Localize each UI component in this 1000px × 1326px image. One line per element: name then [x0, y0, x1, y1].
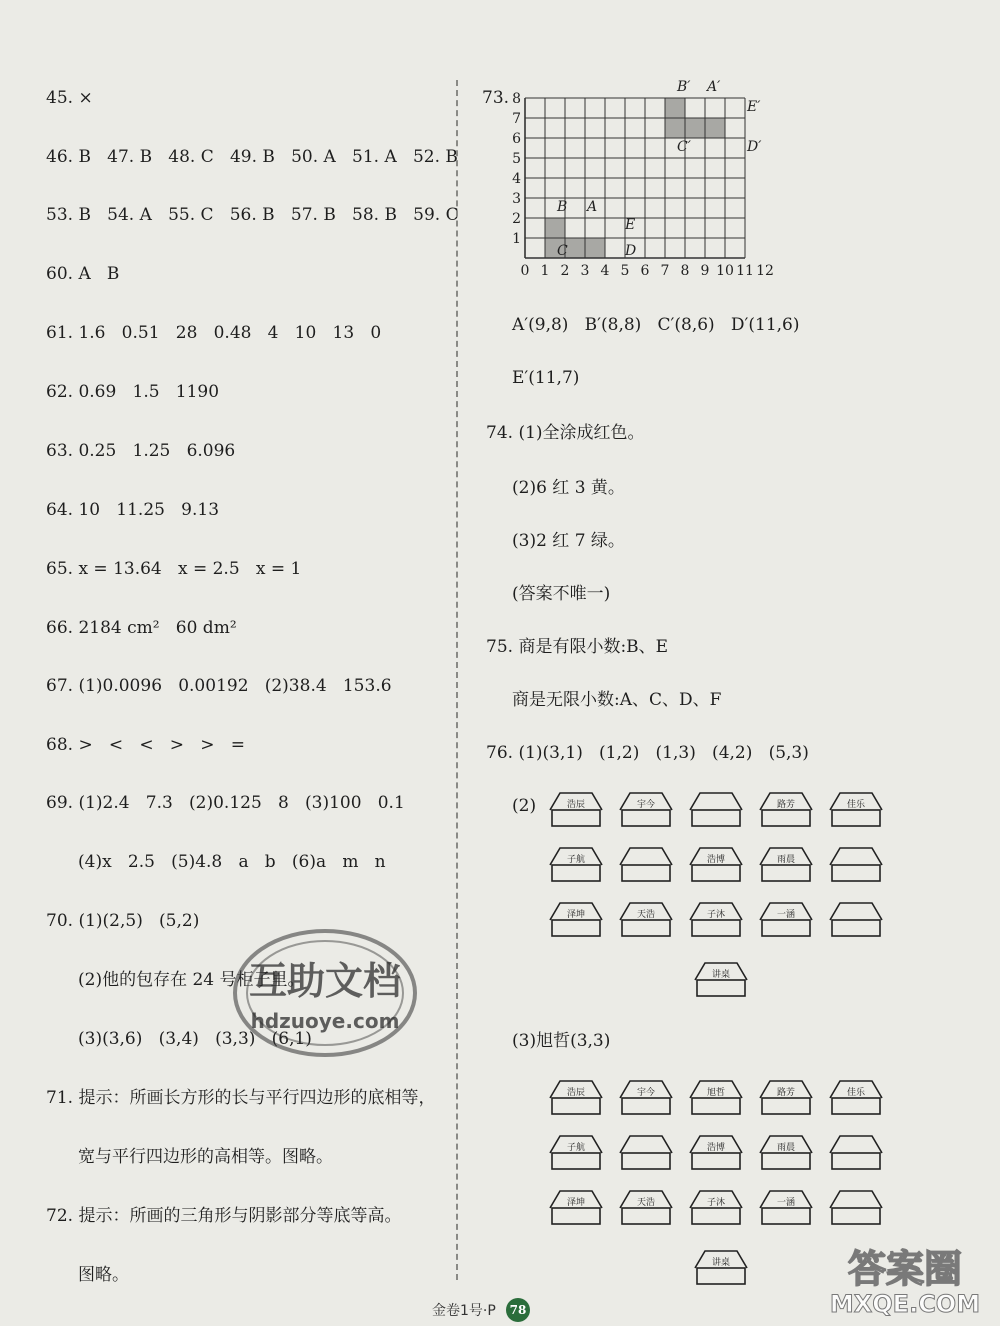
- seat-name: 浩辰: [566, 800, 585, 810]
- seat-name: 浩博: [706, 855, 725, 865]
- right-answer-line: 76. (1)(3,1) (1,2) (1,3) (4,2) (5,3): [486, 743, 809, 763]
- seat: [548, 790, 604, 828]
- seat: [758, 1133, 814, 1171]
- left-answer-line: 46. B 47. B 48. C 49. B 50. A 51. A 52. B: [46, 147, 458, 167]
- x-tick-label: 11: [736, 263, 754, 279]
- seat-name: 天浩: [636, 910, 655, 920]
- left-answer-line: 45. ×: [46, 88, 93, 108]
- shaded-cell: [665, 118, 685, 138]
- left-answer-line: 61. 1.6 0.51 28 0.48 4 10 13 0: [46, 323, 382, 343]
- teacher-desk: [693, 1248, 749, 1286]
- left-answer-line: (2)他的包存在 24 号柜子里。: [78, 970, 305, 990]
- point-label: B′: [677, 79, 691, 95]
- right-answer-line: 商是无限小数:A、C、D、F: [512, 690, 722, 710]
- right-answer-line: (3)2 红 7 绿。: [512, 531, 625, 551]
- seat-name: 泽坤: [566, 910, 585, 920]
- watermark-url: hdzuoye.com: [250, 1009, 400, 1033]
- x-tick-label: 9: [700, 263, 710, 279]
- seat: [828, 845, 884, 883]
- corner-watermark-url: MXQE.COM: [829, 1290, 981, 1318]
- seat: [618, 845, 674, 883]
- right-answer-line: A′(9,8) B′(8,8) C′(8,6) D′(11,6): [512, 315, 800, 335]
- shaded-cell: [705, 118, 725, 138]
- seat-name: 路芳: [776, 1088, 795, 1098]
- shaded-cell: [685, 118, 705, 138]
- left-answer-line: 64. 10 11.25 9.13: [46, 500, 220, 520]
- point-label: C′: [677, 139, 691, 155]
- right-answer-line: (答案不唯一): [512, 584, 611, 604]
- seat-name: 佳乐: [846, 1088, 865, 1098]
- seat: [548, 1078, 604, 1116]
- seat-name: 宇今: [636, 800, 655, 810]
- seat: [618, 1133, 674, 1171]
- point-label: E′: [747, 99, 761, 115]
- left-answer-line: (3)(3,6) (3,4) (3,3) (6,1): [78, 1029, 312, 1049]
- seat-name: 雨晨: [776, 1143, 795, 1153]
- y-tick-label: 1: [512, 231, 521, 247]
- seat: [688, 790, 744, 828]
- corner-watermark-text: 答案圈: [847, 1247, 963, 1291]
- seat: [548, 1133, 604, 1171]
- seat: [548, 845, 604, 883]
- seat: [548, 900, 604, 938]
- seat-name: 浩辰: [566, 1088, 585, 1098]
- x-tick-label: 5: [620, 263, 630, 279]
- point-label: A: [587, 199, 598, 215]
- right-answer-line: 74. (1)全涂成红色。: [486, 423, 645, 443]
- seat-name: 天浩: [636, 1198, 655, 1208]
- seat: [828, 900, 884, 938]
- right-answer-line: (2)6 红 3 黄。: [512, 478, 625, 498]
- x-tick-label: 4: [600, 263, 610, 279]
- seat: [758, 1078, 814, 1116]
- right-answer-line: (3)旭哲(3,3): [512, 1031, 611, 1051]
- seat: [548, 1188, 604, 1226]
- watermark-stamp: [225, 918, 425, 1068]
- left-answer-line: 68. > < < > > =: [46, 735, 245, 755]
- seat: [828, 1078, 884, 1116]
- point-label: D: [625, 243, 637, 259]
- right-answer-line: 75. 商是有限小数:B、E: [486, 637, 669, 657]
- seat: [828, 790, 884, 828]
- left-answer-line: 宽与平行四边形的高相等。图略。: [78, 1147, 333, 1167]
- point-label: D′: [747, 139, 762, 155]
- left-answer-line: 71. 提示：所画长方形的长与平行四边形的底相等，: [46, 1088, 436, 1108]
- left-answer-line: 67. (1)0.0096 0.00192 (2)38.4 153.6: [46, 676, 392, 696]
- seat: [688, 1078, 744, 1116]
- seat-name: 子沐: [706, 910, 725, 920]
- seat: [758, 1188, 814, 1226]
- seat-name: 子沐: [706, 1198, 725, 1208]
- y-tick-label: 3: [512, 191, 521, 207]
- left-answer-line: 69. (1)2.4 7.3 (2)0.125 8 (3)100 0.1: [46, 793, 405, 813]
- teacher-desk: [693, 960, 749, 998]
- seat: [758, 845, 814, 883]
- y-tick-label: 4: [512, 171, 521, 187]
- seat: [758, 900, 814, 938]
- shaded-cell: [585, 238, 605, 258]
- page-footer: [380, 1298, 620, 1324]
- left-answer-line: 70. (1)(2,5) (5,2): [46, 911, 200, 931]
- page-number: 78: [506, 1298, 530, 1322]
- point-label: C: [557, 243, 568, 259]
- seat-name: 佳乐: [846, 800, 865, 810]
- right-answer-line: E′(11,7): [512, 368, 580, 388]
- seat-name: 宇今: [636, 1088, 655, 1098]
- x-tick-label: 2: [560, 263, 570, 279]
- seat: [828, 1188, 884, 1226]
- seat-name: 一涵: [776, 1198, 795, 1208]
- x-tick-label: 6: [640, 263, 650, 279]
- left-answer-line: 63. 0.25 1.25 6.096: [46, 441, 236, 461]
- left-answer-line: (4)x 2.5 (5)4.8 a b (6)a m n: [78, 852, 386, 872]
- point-label: B: [557, 199, 568, 215]
- point-label: A′: [707, 79, 721, 95]
- seat-name: 雨晨: [776, 855, 795, 865]
- seat: [688, 1188, 744, 1226]
- seat-name: 路芳: [776, 800, 795, 810]
- left-answer-line: 62. 0.69 1.5 1190: [46, 382, 220, 402]
- y-tick-label: 5: [512, 151, 521, 167]
- right-answer-line: (2): [512, 796, 537, 816]
- x-tick-label: 12: [756, 263, 774, 279]
- seat-name: 子航: [566, 1143, 585, 1153]
- y-tick-label: 6: [512, 131, 521, 147]
- x-tick-label: 10: [716, 263, 734, 279]
- x-tick-label: 8: [680, 263, 690, 279]
- seat-name: 浩博: [706, 1143, 725, 1153]
- seat-name: 讲桌: [711, 1258, 730, 1268]
- seat: [618, 790, 674, 828]
- seat: [688, 845, 744, 883]
- watermark-text: 互助文档: [248, 959, 402, 1003]
- seat: [618, 1188, 674, 1226]
- column-divider: [456, 80, 458, 1280]
- left-answer-line: 72. 提示：所画的三角形与阴影部分等底等高。: [46, 1206, 402, 1226]
- coordinate-grid: [512, 79, 805, 283]
- left-answer-line: 65. x = 13.64 x = 2.5 x = 1: [46, 559, 302, 579]
- q73-label: 73.: [482, 88, 510, 108]
- y-tick-label: 8: [512, 91, 521, 107]
- seat: [688, 1133, 744, 1171]
- left-answer-line: 66. 2184 cm² 60 dm²: [46, 618, 237, 638]
- seat-name: 泽坤: [566, 1198, 585, 1208]
- seat: [828, 1133, 884, 1171]
- seat: [688, 900, 744, 938]
- shaded-cell: [565, 238, 585, 258]
- x-tick-label: 3: [580, 263, 590, 279]
- left-answer-line: 60. A B: [46, 264, 120, 284]
- seat: [758, 790, 814, 828]
- footer-label: 金卷1号·P: [432, 1303, 496, 1319]
- shaded-cell: [545, 218, 565, 238]
- x-tick-label: 1: [540, 263, 550, 279]
- x-tick-label: 7: [660, 263, 670, 279]
- y-tick-label: 7: [512, 111, 521, 127]
- seat: [618, 1078, 674, 1116]
- x-tick-label: 0: [520, 263, 530, 279]
- y-tick-label: 2: [512, 211, 521, 227]
- seat-name: 旭哲: [706, 1088, 725, 1098]
- corner-watermark: [815, 1240, 995, 1320]
- seat-name: 子航: [566, 855, 585, 865]
- left-answer-line: 53. B 54. A 55. C 56. B 57. B 58. B 59. C: [46, 205, 459, 225]
- seat-name: 一涵: [776, 910, 795, 920]
- point-label: E: [625, 217, 636, 233]
- shaded-cell: [665, 98, 685, 118]
- seat: [618, 900, 674, 938]
- left-answer-line: 图略。: [78, 1265, 129, 1285]
- seat-name: 讲桌: [711, 970, 730, 980]
